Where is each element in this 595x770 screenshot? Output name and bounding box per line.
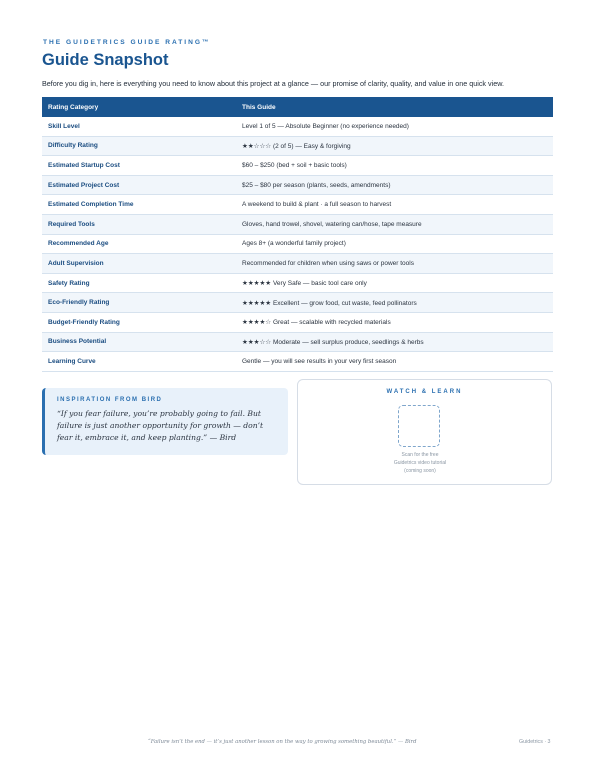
row-category: Estimated Project Cost — [42, 175, 236, 195]
row-value: ★★★★★ Excellent — grow food, cut waste, feed pollinators — [236, 293, 553, 313]
row-value: Level 1 of 5 — Absolute Beginner (no experience needed) — [236, 117, 553, 136]
inspiration-label: INSPIRATION FROM BIRD — [57, 397, 163, 403]
eyebrow-label: THE GUIDETRICS GUIDE RATING™ — [43, 39, 211, 46]
intro-text: Before you dig in, here is everything you need to know about this project at a glance — our promise of clarity, quality, and value in one quick view. — [42, 79, 504, 88]
row-category: Required Tools — [42, 214, 236, 234]
column-header-value: This Guide — [236, 97, 553, 117]
page-number: Guidetrics · 3 — [519, 739, 551, 745]
column-header-category: Rating Category — [42, 97, 236, 117]
table-row — [42, 117, 553, 136]
table-header-row — [42, 97, 553, 117]
footer-quote: “Failure isn’t the end — it’s just another lesson on the way to growing something beautiful.” — Bird — [148, 739, 417, 745]
row-category: Skill Level — [42, 117, 236, 136]
row-category: Estimated Startup Cost — [42, 156, 236, 176]
row-category: Budget-Friendly Rating — [42, 312, 236, 332]
table-row — [42, 195, 553, 215]
row-category: Learning Curve — [42, 352, 236, 372]
row-value: Recommended for children when using saws or power tools — [236, 254, 553, 274]
qr-code-placeholder-icon — [398, 405, 440, 447]
row-category: Difficulty Rating — [42, 136, 236, 156]
row-value: ★★★☆☆ Moderate — sell surplus produce, seedlings & herbs — [236, 332, 553, 352]
qr-caption — [380, 451, 460, 475]
row-category: Adult Supervision — [42, 254, 236, 274]
row-category: Recommended Age — [42, 234, 236, 254]
table-row — [42, 156, 553, 176]
qr-caption-line: Scan for the free — [401, 452, 439, 458]
table-row — [42, 332, 553, 352]
row-value: ★★★★★ Very Safe — basic tool care only — [236, 273, 553, 293]
row-value: Gloves, hand trowel, shovel, watering can/hose, tape measure — [236, 214, 553, 234]
inspiration-callout — [42, 388, 288, 455]
row-value: Gentle — you will see results in your very first season — [236, 352, 553, 372]
row-category: Business Potential — [42, 332, 236, 352]
table-row — [42, 234, 553, 254]
table-row — [42, 293, 553, 313]
table-row — [42, 214, 553, 234]
table-row — [42, 254, 553, 274]
row-value: $25 – $80 per season (plants, seeds, amendments) — [236, 175, 553, 195]
table-row — [42, 352, 553, 372]
qr-caption-line: (coming soon) — [404, 468, 436, 474]
row-category: Safety Rating — [42, 273, 236, 293]
qr-caption-line: Guidetrics video tutorial — [393, 460, 447, 466]
row-value: ★★☆☆☆ (2 of 5) — Easy & forgiving — [236, 136, 553, 156]
inspiration-quote: “If you fear failure, you’re probably going to fail. But failure is just another opportunity for growth — don’t fear it, embrace it, and keep planting.” — Bird — [57, 409, 264, 442]
row-value: $60 – $250 (bed + soil + basic tools) — [236, 156, 553, 176]
table-row — [42, 312, 553, 332]
table-row — [42, 136, 553, 156]
row-value: A weekend to build & plant · a full season to harvest — [236, 195, 553, 215]
table-row — [42, 175, 553, 195]
table-row — [42, 273, 553, 293]
watch-label: WATCH & LEARN — [386, 389, 463, 395]
page-title: Guide Snapshot — [42, 51, 169, 69]
row-category: Estimated Completion Time — [42, 195, 236, 215]
watch-and-learn-card — [297, 379, 552, 485]
row-value: ★★★★☆ Great — scalable with recycled materials — [236, 312, 553, 332]
row-category: Eco-Friendly Rating — [42, 293, 236, 313]
rating-table — [42, 97, 553, 372]
row-value: Ages 8+ (a wonderful family project) — [236, 234, 553, 254]
